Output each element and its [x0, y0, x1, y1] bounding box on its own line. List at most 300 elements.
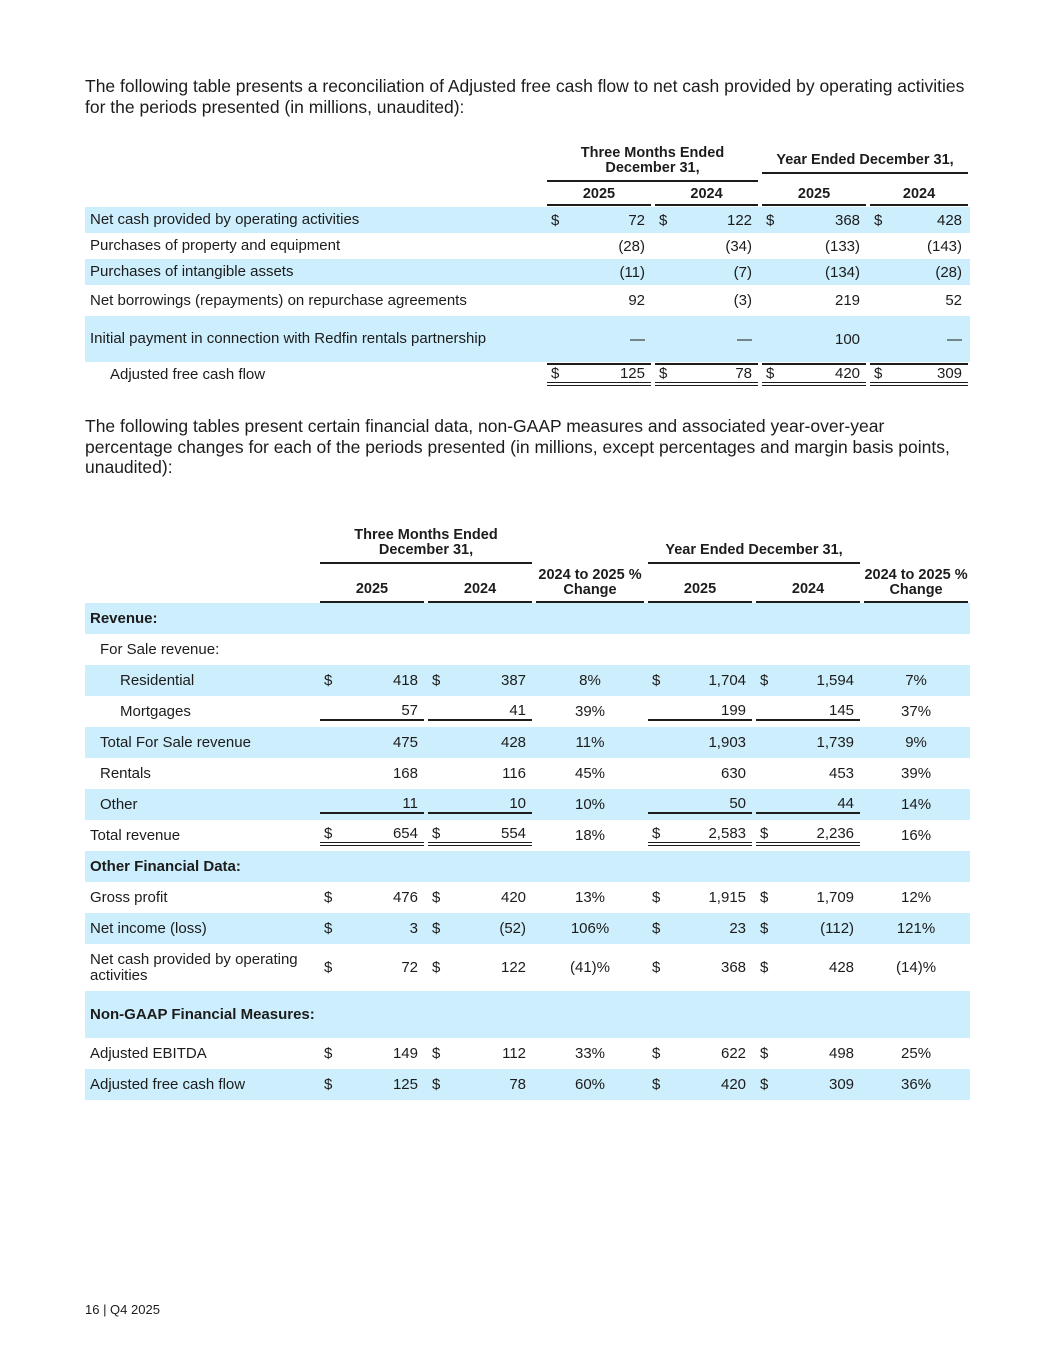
- value-cell: [646, 1038, 754, 1069]
- percent: 121%: [896, 920, 936, 937]
- value-cell: [646, 820, 754, 851]
- value: [547, 264, 651, 281]
- value: [648, 825, 752, 846]
- percent-change: [862, 734, 970, 751]
- value: [320, 702, 424, 721]
- amount: 475: [392, 734, 418, 751]
- amount: 418: [392, 672, 418, 689]
- amount: 476: [392, 889, 418, 906]
- value: [870, 292, 968, 309]
- value: [756, 1076, 860, 1093]
- amount: 420: [834, 365, 861, 382]
- value-cell: [534, 820, 646, 851]
- currency-symbol: $: [760, 920, 769, 937]
- value: [870, 264, 968, 281]
- amount: 145: [829, 702, 855, 719]
- value-cell: [760, 233, 868, 259]
- currency-symbol: $: [652, 825, 661, 842]
- amount: 554: [500, 825, 527, 842]
- amount: 2,583: [708, 825, 747, 842]
- table-row: [85, 665, 970, 696]
- value: [428, 920, 532, 937]
- value: [648, 1076, 752, 1093]
- currency-symbol: $: [766, 211, 775, 229]
- amount: 1,709: [816, 889, 855, 906]
- table-row: [85, 1069, 970, 1100]
- percent: 12%: [901, 889, 932, 906]
- table-row: [85, 259, 970, 285]
- percent: 14%: [901, 796, 932, 813]
- percent: 45%: [575, 765, 606, 782]
- value: [428, 889, 532, 906]
- value-cell: [868, 316, 970, 362]
- value-cell: [426, 789, 534, 820]
- value-cell: [318, 944, 426, 991]
- value-cell: [862, 789, 970, 820]
- year-header: 2025: [648, 582, 752, 603]
- value-cell: [545, 362, 653, 387]
- percent: 39%: [575, 703, 606, 720]
- table-row: [85, 362, 970, 387]
- amount: 368: [834, 211, 861, 229]
- section-heading: Other Financial Data:: [85, 851, 318, 882]
- value: [648, 959, 752, 976]
- percent: 39%: [901, 765, 932, 782]
- value: [756, 959, 860, 976]
- percent: 7%: [905, 672, 927, 689]
- value: [547, 212, 651, 229]
- value-cell: [534, 696, 646, 727]
- value: [756, 734, 860, 751]
- value-cell: [646, 634, 754, 665]
- table-row: [85, 285, 970, 316]
- value-cell: [534, 1038, 646, 1069]
- value-cell: [868, 233, 970, 259]
- value-cell: [318, 634, 426, 665]
- percent: 10%: [575, 796, 606, 813]
- value: [648, 920, 752, 937]
- value-cell: [426, 820, 534, 851]
- percent-change: [534, 672, 646, 689]
- currency-symbol: $: [760, 1076, 769, 1093]
- section-heading: Non-GAAP Financial Measures:: [85, 991, 318, 1038]
- value-cell: [318, 789, 426, 820]
- amount: 309: [829, 1076, 855, 1093]
- value-cell: [426, 913, 534, 944]
- percent: 9%: [905, 734, 927, 751]
- amount: 149: [392, 1045, 418, 1062]
- table-row: [85, 820, 970, 851]
- value-cell: [534, 603, 646, 634]
- value-cell: [760, 285, 868, 316]
- value-cell: [534, 851, 646, 882]
- amount: 1,903: [708, 734, 747, 751]
- value: [320, 825, 424, 846]
- value: [320, 1076, 424, 1093]
- value-cell: [754, 665, 862, 696]
- value-cell: [653, 316, 760, 362]
- amount: 368: [720, 959, 747, 976]
- value-cell: [646, 913, 754, 944]
- row-label: Gross profit: [90, 888, 168, 906]
- value-cell: [646, 758, 754, 789]
- currency-symbol: $: [324, 1045, 333, 1062]
- value-cell: [426, 665, 534, 696]
- percent: (14)%: [896, 959, 937, 976]
- value-cell: [318, 603, 426, 634]
- amount: (143): [927, 237, 963, 255]
- value-cell: [534, 913, 646, 944]
- value: [762, 363, 866, 386]
- amount: 654: [392, 825, 418, 842]
- value-cell: [646, 991, 754, 1038]
- amount: 622: [720, 1045, 747, 1062]
- value: [655, 212, 758, 229]
- percent-change: [534, 765, 646, 782]
- value-cell: [318, 665, 426, 696]
- amount: 420: [720, 1076, 747, 1093]
- value: [756, 702, 860, 721]
- row-label: Net cash provided by operating activities: [85, 207, 545, 233]
- value-cell: [653, 207, 760, 233]
- value-cell: [862, 820, 970, 851]
- amount: 11: [402, 795, 418, 812]
- value-cell: [426, 696, 534, 727]
- value-cell: [426, 991, 534, 1038]
- amount: 498: [829, 1045, 855, 1062]
- percent: 25%: [901, 1045, 932, 1062]
- percent-change: [534, 920, 646, 937]
- value-cell: [646, 696, 754, 727]
- amount: 78: [735, 365, 753, 382]
- percent: 37%: [901, 703, 932, 720]
- table-row: [85, 758, 970, 789]
- percent: 36%: [901, 1076, 932, 1093]
- percent-change: [534, 734, 646, 751]
- table-row: [85, 207, 970, 233]
- currency-symbol: $: [652, 672, 661, 689]
- value-cell: [318, 696, 426, 727]
- value-cell: [426, 851, 534, 882]
- value-cell: [318, 727, 426, 758]
- currency-symbol: $: [874, 365, 883, 382]
- value-cell: [653, 233, 760, 259]
- row-label: Rentals: [100, 764, 151, 782]
- value: [428, 765, 532, 782]
- value-cell: [534, 1069, 646, 1100]
- row-label: Purchases of property and equipment: [90, 237, 341, 254]
- group-header-three-months: Three Months Ended December 31,: [547, 146, 758, 182]
- amount: 1,915: [708, 889, 747, 906]
- value-cell: [754, 603, 862, 634]
- intro-paragraph-2: The following tables present certain financial data, non-GAAP measures and associated year-over-year percentage changes for each of the periods presented (in millions, except percentages and margin basis points, unaudited):: [85, 416, 950, 477]
- value-cell: [868, 259, 970, 285]
- value-cell: [754, 820, 862, 851]
- table-row: [85, 233, 970, 259]
- currency-symbol: $: [432, 1076, 441, 1093]
- amount: 78: [509, 1076, 527, 1093]
- currency-symbol: $: [432, 825, 441, 842]
- year-header: 2024: [756, 582, 860, 603]
- amount: 92: [628, 292, 645, 309]
- amount: 116: [502, 765, 527, 782]
- currency-symbol: $: [324, 889, 333, 906]
- value-cell: [760, 362, 868, 387]
- row-label: Adjusted free cash flow: [85, 1069, 318, 1100]
- table-row: [85, 696, 970, 727]
- amount: 309: [937, 365, 963, 382]
- group-header-year: Year Ended December 31,: [762, 153, 968, 174]
- value: [762, 292, 866, 309]
- amount: 2,236: [816, 825, 855, 842]
- percent: (41)%: [570, 959, 611, 976]
- row-label: Net borrowings (repayments) on repurchase agreements: [90, 291, 467, 309]
- currency-symbol: $: [766, 365, 775, 382]
- change-header: 2024 to 2025 % Change: [536, 568, 644, 603]
- amount: (34): [725, 237, 753, 255]
- value-cell: [545, 233, 653, 259]
- value-cell: [754, 882, 862, 913]
- value: [547, 331, 651, 348]
- value: [428, 672, 532, 689]
- table-row: [85, 727, 970, 758]
- amount: (11): [619, 263, 645, 281]
- value: [756, 765, 860, 782]
- percent-change: [862, 920, 970, 937]
- percent-change: [862, 889, 970, 906]
- currency-symbol: $: [432, 920, 441, 937]
- value-cell: [862, 944, 970, 991]
- value-cell: [426, 758, 534, 789]
- financial-data-table: [85, 528, 970, 1100]
- currency-symbol: $: [652, 959, 661, 976]
- value-cell: [754, 991, 862, 1038]
- value-cell: [754, 758, 862, 789]
- amount: (112): [820, 920, 855, 937]
- value-cell: [754, 789, 862, 820]
- value: [320, 1045, 424, 1062]
- table-row: [85, 634, 970, 665]
- table-row: [85, 851, 970, 882]
- value: [428, 1045, 532, 1062]
- table-row: [85, 944, 970, 991]
- value-cell: [754, 696, 862, 727]
- value-cell: [862, 665, 970, 696]
- value-cell: [760, 316, 868, 362]
- row-label: Residential: [85, 665, 318, 696]
- row-label: Net cash provided by operating activities: [90, 950, 298, 984]
- value: [320, 765, 424, 782]
- value-cell: [862, 634, 970, 665]
- value: [756, 1045, 860, 1062]
- amount: 112: [502, 1045, 527, 1062]
- currency-symbol: $: [659, 211, 668, 229]
- currency-symbol: $: [652, 1076, 661, 1093]
- amount: 428: [937, 211, 963, 229]
- row-label: Adjusted EBITDA: [90, 1044, 207, 1062]
- amount: —: [947, 330, 963, 348]
- value-cell: [426, 727, 534, 758]
- percent: 18%: [575, 827, 606, 844]
- year-header: 2024: [870, 184, 968, 206]
- percent: 106%: [570, 920, 610, 937]
- row-label: Total For Sale revenue: [85, 727, 318, 758]
- amount: 428: [829, 959, 855, 976]
- value: [648, 889, 752, 906]
- value: [320, 672, 424, 689]
- group-header-year: Year Ended December 31,: [648, 543, 860, 564]
- value: [870, 238, 968, 255]
- value: [428, 795, 532, 814]
- currency-symbol: $: [432, 1045, 441, 1062]
- amount: 1,704: [708, 672, 747, 689]
- value-cell: [754, 944, 862, 991]
- value-cell: [318, 991, 426, 1038]
- currency-symbol: $: [659, 365, 668, 382]
- amount: 1,739: [816, 734, 855, 751]
- currency-symbol: $: [760, 1045, 769, 1062]
- value-cell: [318, 758, 426, 789]
- value-cell: [754, 1038, 862, 1069]
- amount: 168: [392, 765, 418, 782]
- value-cell: [534, 882, 646, 913]
- currency-symbol: $: [652, 889, 661, 906]
- value: [756, 920, 860, 937]
- table-row: [85, 789, 970, 820]
- amount: —: [737, 330, 753, 348]
- value: [756, 795, 860, 814]
- value: [547, 238, 651, 255]
- value-cell: [534, 665, 646, 696]
- value-cell: [862, 1069, 970, 1100]
- amount: 630: [720, 765, 747, 782]
- percent: 16%: [901, 827, 932, 844]
- amount: 387: [500, 672, 527, 689]
- value-cell: [646, 944, 754, 991]
- value: [655, 264, 758, 281]
- currency-symbol: $: [874, 211, 883, 229]
- value: [648, 765, 752, 782]
- amount: 125: [392, 1076, 418, 1093]
- currency-symbol: $: [551, 211, 560, 229]
- value: [756, 889, 860, 906]
- value: [756, 672, 860, 689]
- value-cell: [318, 1038, 426, 1069]
- currency-symbol: $: [324, 672, 333, 689]
- percent-change: [534, 1045, 646, 1062]
- value-cell: [534, 991, 646, 1038]
- percent: 33%: [575, 1045, 606, 1062]
- table-row: [85, 913, 970, 944]
- value: [762, 264, 866, 281]
- percent-change: [534, 827, 646, 844]
- value: [320, 920, 424, 937]
- value-cell: [426, 603, 534, 634]
- percent-change: [862, 672, 970, 689]
- row-label: Other: [85, 789, 318, 820]
- amount: 10: [509, 795, 527, 812]
- value-cell: [426, 1069, 534, 1100]
- value-cell: [862, 727, 970, 758]
- value: [648, 1045, 752, 1062]
- value-cell: [646, 727, 754, 758]
- change-header: 2024 to 2025 % Change: [864, 568, 968, 603]
- amount: 219: [834, 292, 861, 309]
- value: [428, 734, 532, 751]
- value-cell: [426, 634, 534, 665]
- row-label: Mortgages: [120, 702, 191, 720]
- value-cell: [534, 944, 646, 991]
- amount: 44: [837, 795, 855, 812]
- percent-change: [862, 959, 970, 976]
- value-cell: [862, 1038, 970, 1069]
- table-row: [85, 603, 970, 634]
- amount: 122: [726, 211, 753, 229]
- value-cell: [646, 789, 754, 820]
- value-cell: [426, 882, 534, 913]
- percent-change: [862, 765, 970, 782]
- currency-symbol: $: [432, 889, 441, 906]
- value-cell: [868, 285, 970, 316]
- value-cell: [534, 634, 646, 665]
- year-header: 2024: [428, 582, 532, 603]
- row-label: Initial payment in connection with Redfin rentals partnership: [85, 316, 545, 362]
- value: [762, 331, 866, 348]
- value: [320, 795, 424, 814]
- value-cell: [318, 851, 426, 882]
- value: [428, 959, 532, 976]
- value-cell: [646, 603, 754, 634]
- percent-change: [862, 703, 970, 720]
- amount: 100: [834, 330, 861, 348]
- year-header: 2025: [320, 582, 424, 603]
- row-label: Total revenue: [90, 826, 181, 844]
- percent-change: [534, 889, 646, 906]
- amount: 23: [729, 920, 747, 937]
- amount: (28): [618, 237, 645, 255]
- value-cell: [426, 944, 534, 991]
- amount: (3): [733, 292, 753, 309]
- percent: 60%: [575, 1076, 606, 1093]
- value-cell: [862, 913, 970, 944]
- percent-change: [862, 1076, 970, 1093]
- group-header-three-months: Three Months Ended December 31,: [320, 528, 532, 564]
- value-cell: [653, 259, 760, 285]
- amount: 50: [729, 795, 747, 812]
- value-cell: [653, 285, 760, 316]
- percent-change: [534, 959, 646, 976]
- value: [547, 363, 651, 386]
- value-cell: [545, 207, 653, 233]
- value-cell: [868, 362, 970, 387]
- value: [655, 331, 758, 348]
- amount: (7): [733, 263, 753, 281]
- percent: 13%: [575, 889, 606, 906]
- amount: 420: [500, 889, 527, 906]
- intro-paragraph-1: The following table presents a reconciliation of Adjusted free cash flow to net cash provided by operating activities for the periods presented (in millions, unaudited):: [85, 76, 965, 117]
- amount: 3: [409, 920, 418, 937]
- value: [320, 889, 424, 906]
- amount: 57: [401, 702, 418, 719]
- percent-change: [534, 1076, 646, 1093]
- value-cell: [426, 1038, 534, 1069]
- currency-symbol: $: [760, 889, 769, 906]
- value: [655, 292, 758, 309]
- value-cell: [754, 634, 862, 665]
- value: [648, 734, 752, 751]
- value-cell: [646, 882, 754, 913]
- table-row: [85, 991, 970, 1038]
